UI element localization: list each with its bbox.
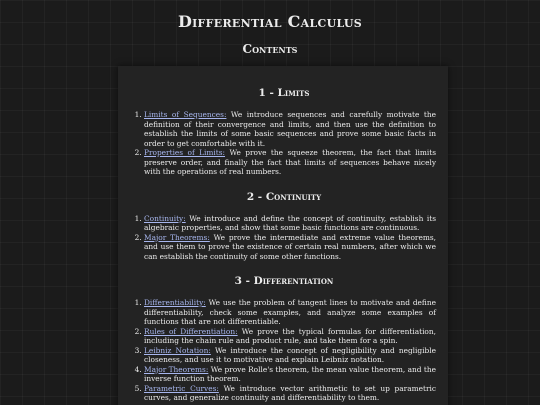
item-description: We introduce the concept of negligibility and negligible closeness, and use it to motivative and explain Leibniz notation. <box>144 345 436 364</box>
item-description: We prove the squeeze theorem, the fact that limits preserve order, and finally the fact that limits of sequences behave nicely with the operations of real numbers. <box>144 148 436 176</box>
link-limits-of-sequences[interactable]: Limits of Sequences: <box>144 110 227 119</box>
contents-heading: Contents <box>242 42 298 56</box>
link-major-theorems-differentiation[interactable]: Major Theorems: <box>144 364 209 374</box>
link-leibniz-notation[interactable]: Leibniz Notation: <box>144 345 211 355</box>
item-description: We prove Rolle's theorem, the mean value theorem, and the inverse function theorem. <box>144 364 436 383</box>
list-item <box>144 233 436 262</box>
section-heading-continuity: 2 - Continuity <box>246 190 322 203</box>
list-item <box>144 365 436 384</box>
link-continuity[interactable]: Continuity: <box>144 213 186 223</box>
contents-panel <box>118 66 448 405</box>
item-description: We prove the intermediate and extreme value theorems, and use them to prove the existence of certain real numbers, after which we can establish the continuity of some other functions. <box>144 232 436 261</box>
link-properties-of-limits[interactable]: Properties of Limits: <box>144 148 226 157</box>
limits-list <box>132 110 436 177</box>
differentiation-list <box>132 298 436 403</box>
link-major-theorems-continuity[interactable]: Major Theorems: <box>144 232 210 242</box>
list-item <box>144 346 436 365</box>
item-description: We introduce sequences and carefully motivate the definition of their convergence and limits, and then use the definition to establish the limits of some basic sequences and prove some basic facts in order to get comfortable with it. <box>144 110 436 148</box>
link-rules-of-differentiation[interactable]: Rules of Differentiation: <box>144 326 238 336</box>
link-differentiability[interactable]: Differentiability: <box>144 298 206 307</box>
list-item <box>144 298 436 327</box>
item-description: We use the problem of tangent lines to motivate and define differentiability, check some examples, and analyze some examples of functions that are not differentiable. <box>144 298 436 326</box>
list-item <box>144 148 436 177</box>
section-heading-limits: 1 - Limits <box>258 87 310 99</box>
item-description: We introduce and define the concept of continuity, establish its algebraic properties, and show that some basic functions are continuous. <box>144 213 436 232</box>
item-description: We prove the typical formulas for differentiation, including the chain rule and product rule, and take them for a spin. <box>144 326 436 345</box>
list-item <box>144 327 436 346</box>
item-description: We introduce vector arithmetic to set up parametric curves, and generalize continuity and differentiability to them. <box>144 383 436 402</box>
link-parametric-curves[interactable]: Parametric Curves: <box>144 383 219 393</box>
list-item <box>144 384 436 403</box>
list-item <box>144 110 436 148</box>
page-title: Differential Calculus <box>177 12 363 31</box>
continuity-list <box>132 214 436 262</box>
section-heading-differentiation: 3 - Differentiation <box>234 275 334 287</box>
list-item <box>144 214 436 233</box>
